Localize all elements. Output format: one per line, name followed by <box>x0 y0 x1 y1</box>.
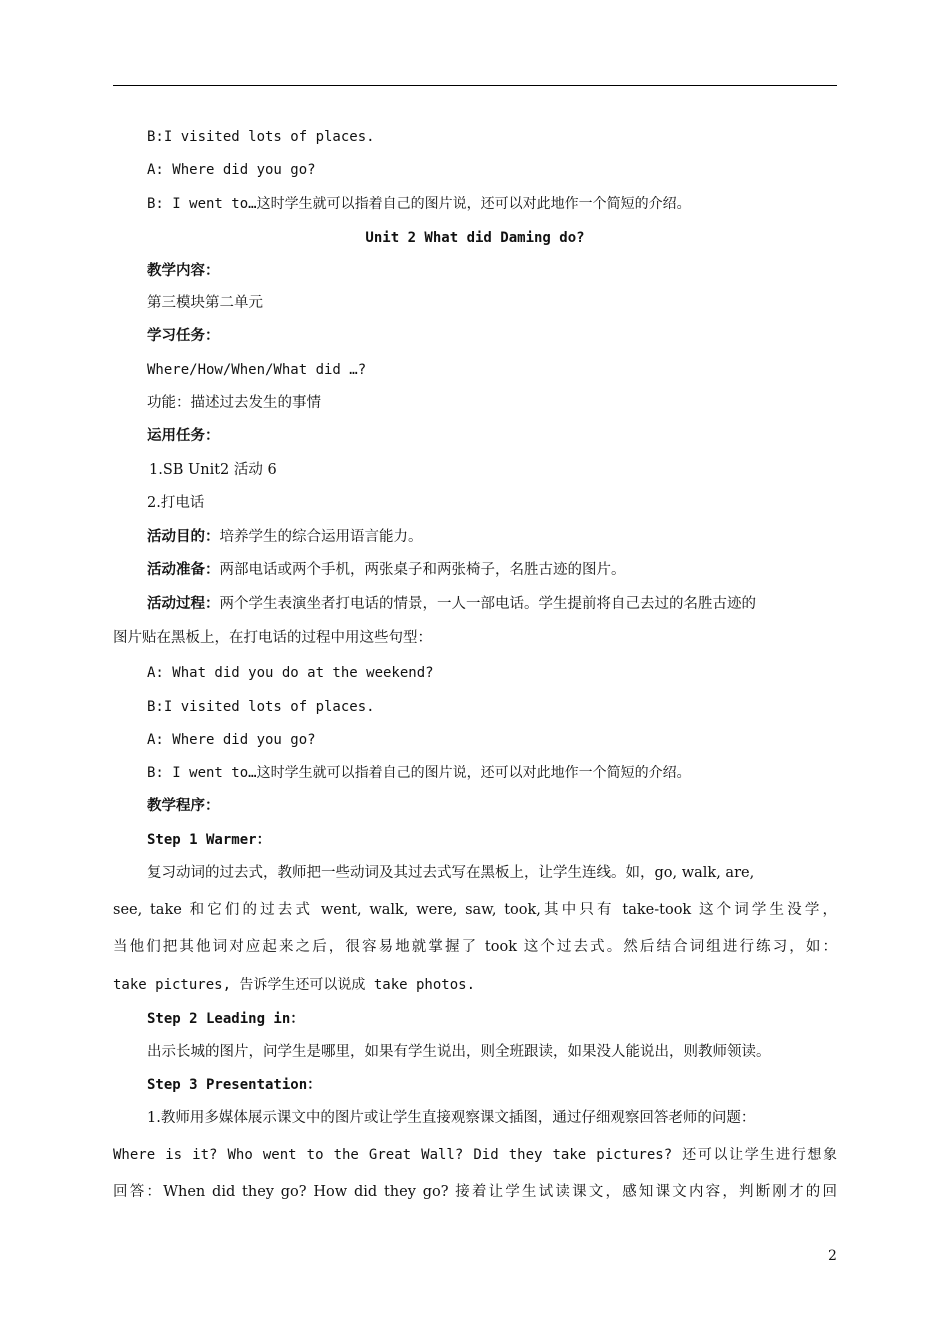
task-function-text: 功能：描述过去发生的事情 <box>147 395 321 411</box>
step-heading: Step 3 Presentation： <box>147 1077 322 1093</box>
unit-title: Unit 2 What did Daming do? <box>365 230 585 246</box>
apply-item: 2.打电话 <box>147 495 205 511</box>
content-text: 第三模块第二单元 <box>147 295 263 311</box>
section-heading-procedure: 教学程序： <box>147 797 220 814</box>
step-heading: Step 1 Warmer： <box>147 832 271 848</box>
dialogue-line: B:I visited lots of places. <box>147 129 375 145</box>
paragraph-line: 复习动词的过去式，教师把一些动词及其过去式写在黑板上，让学生连线。如，go, walk, are, <box>147 865 755 881</box>
dialogue-line: B:I visited lots of places. <box>147 699 375 715</box>
process-text: 两个学生表演坐者打电话的情景，一人一部电话。学生提前将自己去过的名胜古迹的 <box>219 596 756 612</box>
paragraph-line: take pictures, 告诉学生还可以说成 take photos. <box>113 977 476 993</box>
section-heading-content: 教学内容： <box>147 262 220 279</box>
dialogue-line: A: What did you do at the weekend? <box>147 665 434 681</box>
prep-text: 两部电话或两个手机，两张桌子和两张椅子，名胜古迹的图片。 <box>219 562 626 578</box>
section-heading-task: 学习任务： <box>147 327 220 344</box>
task-text: Where/How/When/What did …? <box>147 362 367 378</box>
paragraph-line: see, take 和它们的过去式 went, walk, were, saw, took,其中只有 take-took 这个词学生没学， <box>113 902 837 918</box>
process-text-cont: 图片贴在黑板上，在打电话的过程中用这些句型： <box>113 630 432 646</box>
step-heading: Step 2 Leading in： <box>147 1011 305 1027</box>
paragraph-line: Where is it? Who went to the Great Wall? Did they take pictures? 还可以让学生进行想象 <box>113 1147 837 1163</box>
dialogue-line: B: I went to…这时学生就可以指着自己的图片说，还可以对此地作一个简短的介绍。 <box>147 765 691 781</box>
paragraph-line: 出示长城的图片，问学生是哪里，如果有学生说出，则全班跟读，如果没人能说出，则教师领读。 <box>147 1044 771 1060</box>
purpose-text: 培养学生的综合运用语言能力。 <box>219 529 423 545</box>
dialogue-line: B: I went to…这时学生就可以指着自己的图片说，还可以对此地作一个简短的介绍。 <box>147 196 691 212</box>
activity-purpose <box>147 527 423 547</box>
prep-label: 活动准备： <box>147 561 220 578</box>
activity-preparation <box>147 560 626 580</box>
section-heading-apply: 运用任务： <box>147 427 220 444</box>
page-number: 2 <box>828 1248 837 1264</box>
paragraph-line: 1.教师用多媒体展示课文中的图片或让学生直接观察课文插图，通过仔细观察回答老师的问题： <box>147 1110 756 1126</box>
purpose-label: 活动目的： <box>147 528 220 545</box>
dialogue-line: A: Where did you go? <box>147 162 316 178</box>
activity-process <box>147 594 756 614</box>
paragraph-line: 当他们把其他词对应起来之后，很容易地就掌握了 took 这个过去式。然后结合词组进行练习，如： <box>113 939 837 955</box>
dialogue-line: A: Where did you go? <box>147 732 316 748</box>
process-label: 活动过程： <box>147 595 220 612</box>
header-rule <box>113 85 837 86</box>
apply-item: 1.SB Unit2 活动 6 <box>149 462 277 478</box>
paragraph-line: 回答：When did they go? How did they go? 接着让学生试读课文，感知课文内容，判断刚才的回 <box>113 1184 837 1200</box>
